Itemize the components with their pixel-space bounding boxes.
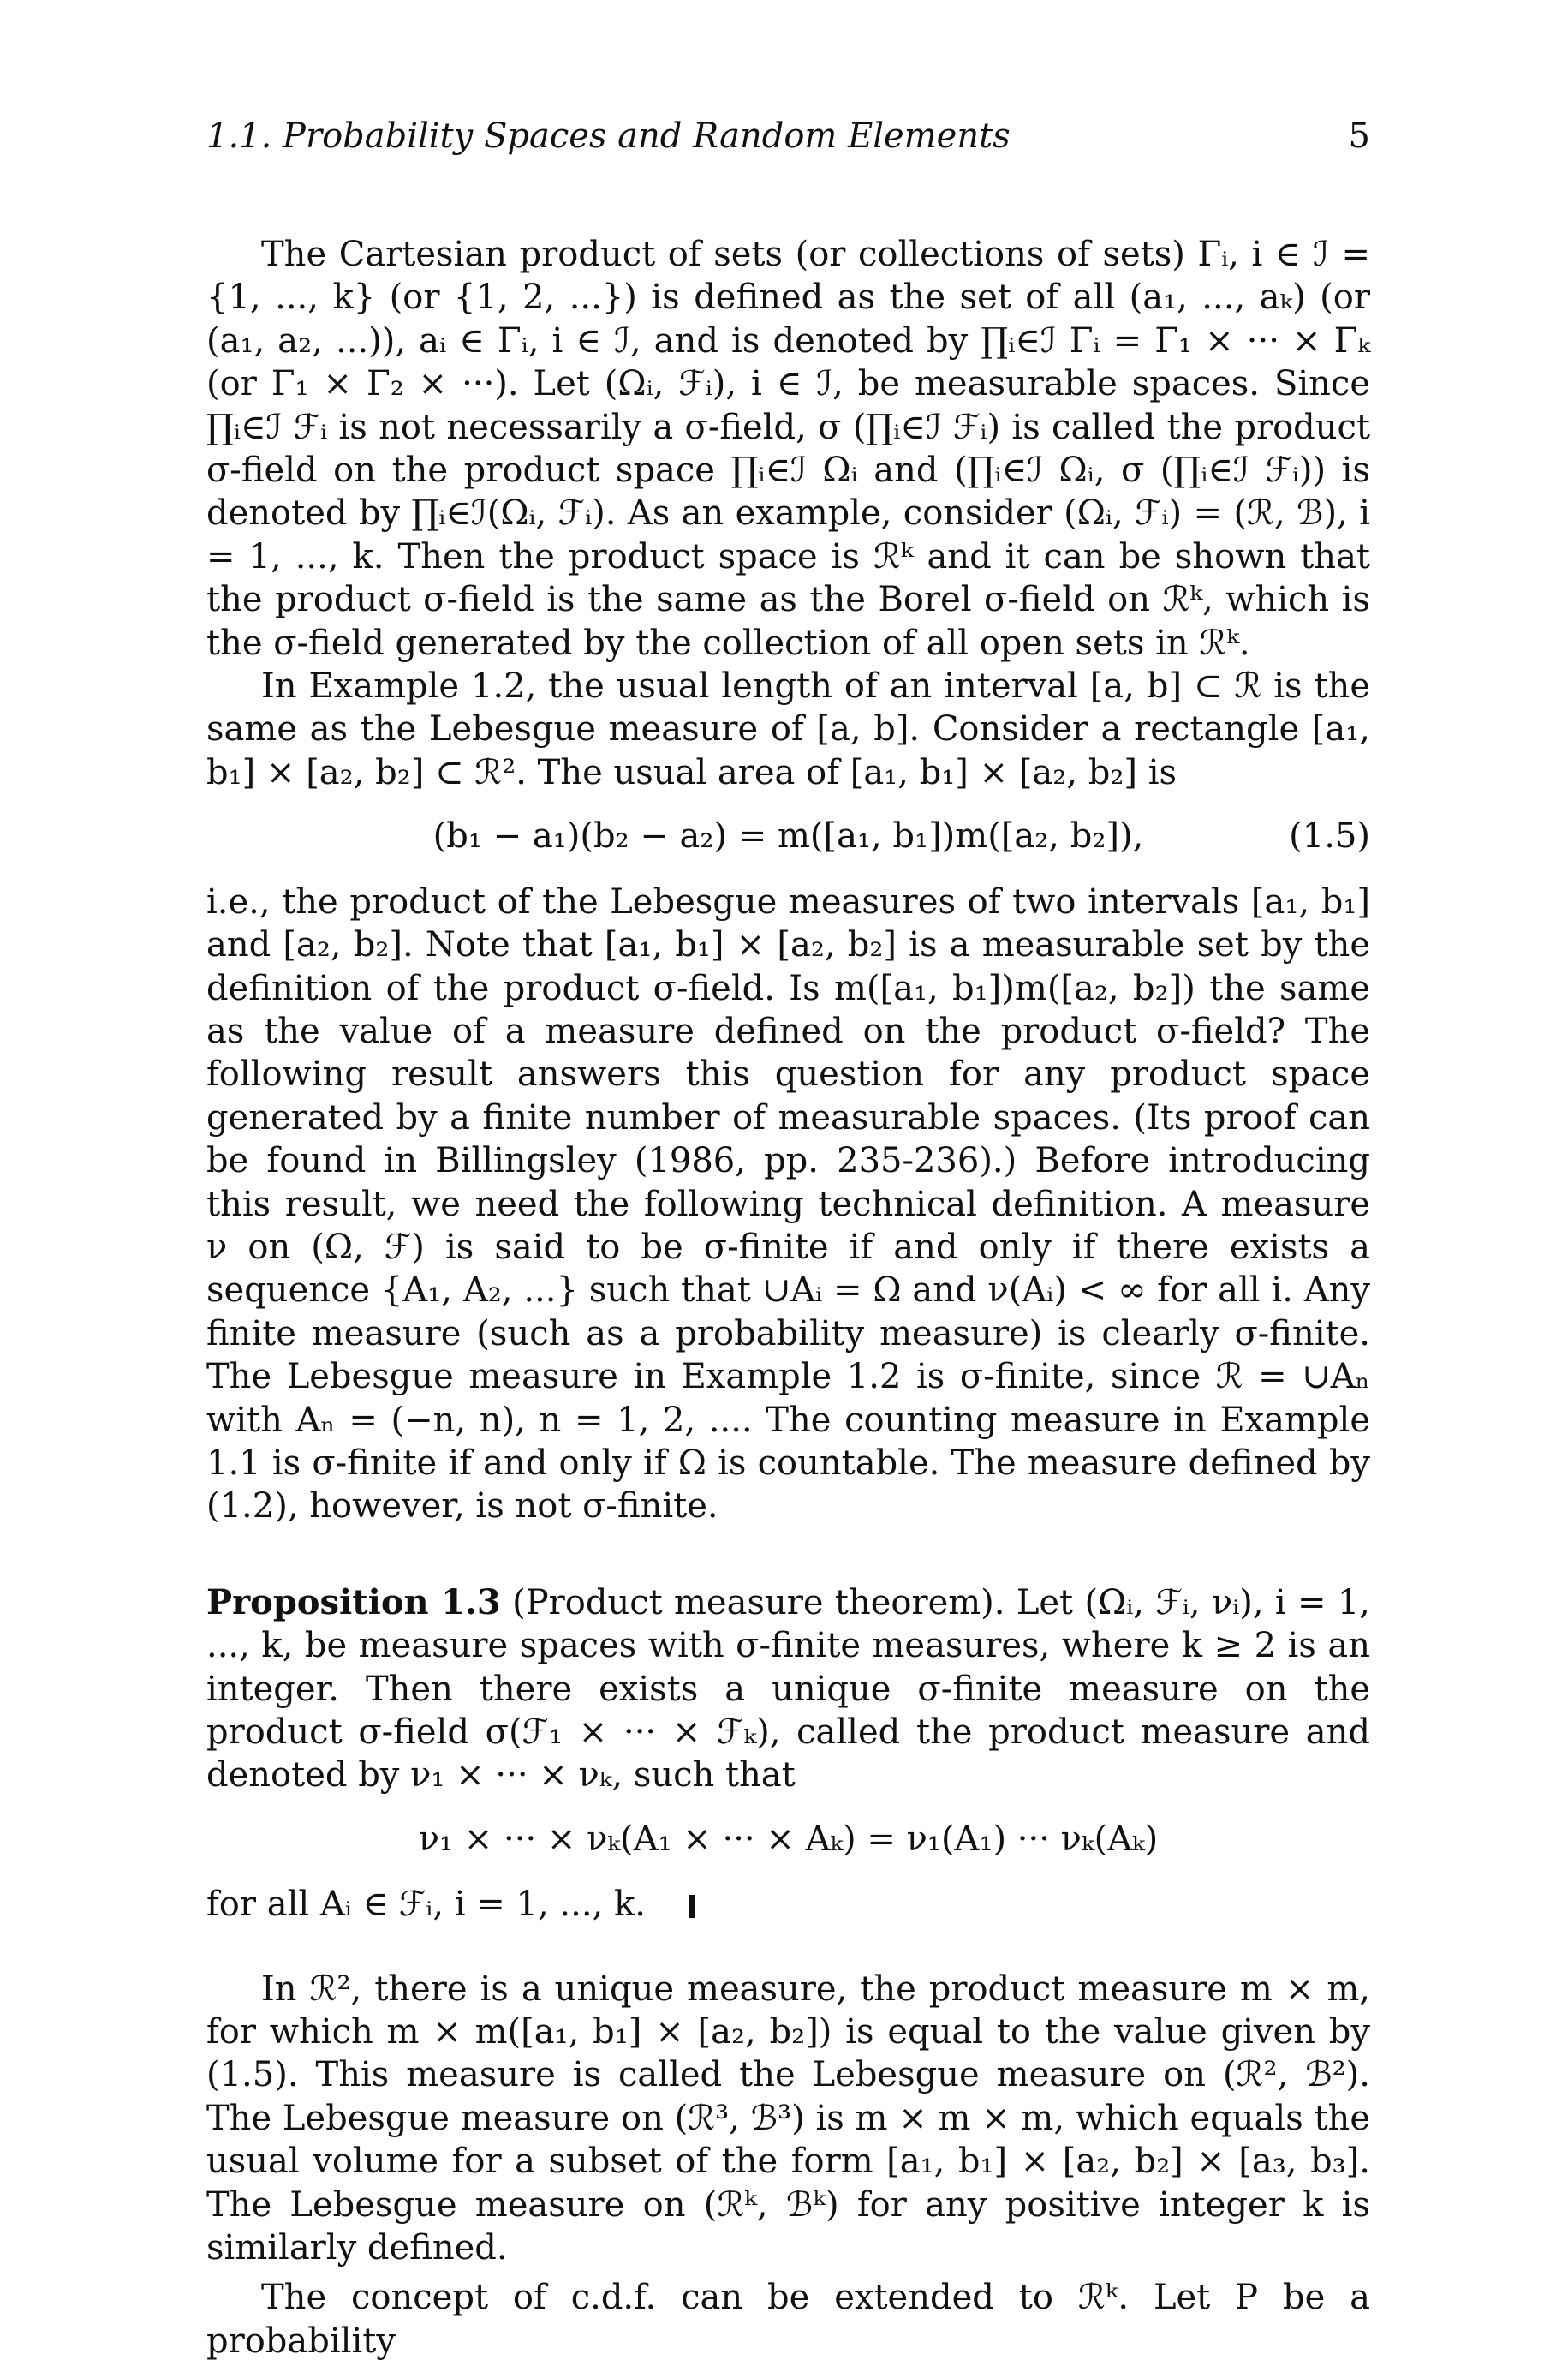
equation-product-measure-expression: ν₁ × ··· × νₖ(A₁ × ··· × Aₖ) = ν₁(A₁) ··· νₖ(Aₖ) [418,1819,1159,1859]
paragraph-cartesian-product: The Cartesian product of sets (or collections of sets) Γᵢ, i ∈ ℐ = {1, ..., k} (or {1, 2, ...}) is defined as the set of all (a₁, ..., aₖ) (or (a₁, a₂, ...)), aᵢ ∈ Γᵢ, i ∈ ℐ, and is denoted by ∏ᵢ∈ℐ Γᵢ = Γ₁ × ··· × Γₖ (or Γ₁ × Γ₂ × ···). Let (Ωᵢ, ℱᵢ), i ∈ ℐ, be measurable spaces. Since ∏ᵢ∈ℐ ℱᵢ is not necessarily a σ-field, σ (∏ᵢ∈ℐ ℱᵢ) is called the product σ-field on the product space ∏ᵢ∈ℐ Ωᵢ and (∏ᵢ∈ℐ Ωᵢ, σ (∏ᵢ∈ℐ ℱᵢ)) is denoted by ∏ᵢ∈ℐ(Ωᵢ, ℱᵢ). As an example, consider (Ωᵢ, ℱᵢ) = (ℛ, ℬ), i = 1, ..., k. Then the product space is ℛᵏ and it can be shown that the product σ-field is the same as the Borel σ-field on ℛᵏ, which is the σ-field generated by the collection of all open sets in ℛᵏ. [206,235,1370,663]
proposition-end [206,1883,1370,1926]
page-number: 5 [1348,117,1370,156]
equation-1-5-number: (1.5) [1289,816,1370,857]
equation-product-measure [206,1818,1370,1861]
proposition-end-text: for all Aᵢ ∈ ℱᵢ, i = 1, ..., k. [206,1885,646,1925]
paragraph-sigma-finite: i.e., the product of the Lebesgue measures of two intervals [a₁, b₁] and [a₂, b₂]. Note that [a₁, b₁] × [a₂, b₂] is a measurable set by the definition of the product σ-field. Is m([a₁, b₁])m([a₂, b₂]) the same as the value of a measure defined on the product σ-field? The following result answers this question for any product space generated by a finite number of measurable spaces. (Its proof can be found in Billingsley (1986, pp. 235-236).) Before introducing this result, we need the following technical definition. A measure ν on (Ω, ℱ) is said to be σ-finite if and only if there exists a sequence {A₁, A₂, ...} such that ∪Aᵢ = Ω and ν(Aᵢ) < ∞ for all i. Any finite measure (such as a probability measure) is clearly σ-finite. The Lebesgue measure in Example 1.2 is σ-finite, since ℛ = ∪Aₙ with Aₙ = (−n, n), n = 1, 2, .... The counting measure in Example 1.1 is σ-finite if and only if Ω is countable. The measure defined by (1.2), however, is not σ-finite. [206,881,1370,1527]
proposition-1-3 [206,1581,1370,1797]
paragraph-lebesgue-area: In Example 1.2, the usual length of an interval [a, b] ⊂ ℛ is the same as the Lebesgue measure of [a, b]. Consider a rectangle [a₁, b₁] × [a₂, b₂] ⊂ ℛ². The usual area of [a₁, b₁] × [a₂, b₂] is [206,666,1370,792]
running-header [206,117,1370,156]
equation-1-5 [206,815,1370,857]
proposition-statement: (Product measure theorem). Let (Ωᵢ, ℱᵢ, νᵢ), i = 1, ..., k, be measure spaces with σ-finite measures, where k ≥ 2 is an integer. Then there exists a unique σ-finite measure on the product σ-field σ(ℱ₁ × ··· × ℱₖ), called the product measure and denoted by ν₁ × ··· × νₖ, such that [206,1582,1370,1795]
equation-1-5-expression: (b₁ − a₁)(b₂ − a₂) = m([a₁, b₁])m([a₂, b₂]), [432,816,1144,857]
section-title: 1.1. Probability Spaces and Random Elements [206,117,1011,156]
paragraph-cdf-extension: The concept of c.d.f. can be extended to ℛᵏ. Let P be a probability [206,2278,1370,2361]
proposition-label: Proposition 1.3 [206,1581,501,1622]
text-body [206,233,1370,2363]
paragraph-lebesgue-r2: In ℛ², there is a unique measure, the product measure m × m, for which m × m([a₁, b₁] × [a₂, b₂]) is equal to the value given by (1.5). This measure is called the Lebesgue measure on (ℛ², ℬ²). The Lebesgue measure on (ℛ³, ℬ³) is m × m × m, which equals the usual volume for a subset of the form [a₁, b₁] × [a₂, b₂] × [a₃, b₃]. The Lebesgue measure on (ℛᵏ, ℬᵏ) for any positive integer k is similarly defined. [206,1969,1370,2268]
end-of-proof-icon [689,1895,695,1918]
